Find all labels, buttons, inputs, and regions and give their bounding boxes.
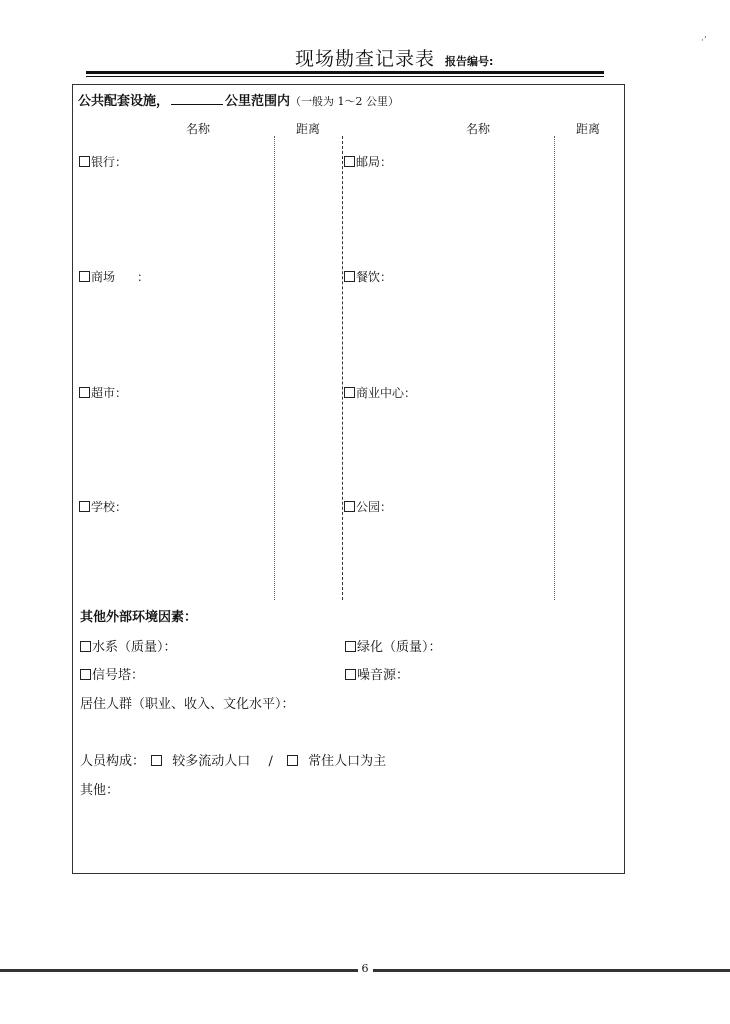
residents-label: 居住人群（职业、收入、文化水平）： [80,697,295,712]
composition-row [80,750,386,769]
post-office-label: 邮局： [356,155,393,169]
signal-tower-row [80,664,144,683]
composition-label: 人员构成： [80,754,146,769]
right-name-header: 名称 [466,122,491,136]
supermarket-checkbox[interactable] [79,387,90,398]
signal-tower-checkbox[interactable] [80,669,91,680]
bank-label: 银行： [91,155,128,169]
facility-park [344,498,392,515]
page-title: 现场勘查记录表 [294,48,435,70]
school-checkbox[interactable] [79,501,90,512]
noise-source-checkbox[interactable] [345,669,356,680]
greenery-label: 绿化（质量）： [357,640,442,655]
greenery-checkbox[interactable] [345,641,356,652]
left-name-header: 名称 [186,122,211,136]
center-column-divider [342,136,343,600]
mall-checkbox[interactable] [79,271,90,282]
water-checkbox[interactable] [80,641,91,652]
heading-prefix: 公共配套设施， [78,94,170,109]
permanent-population-label: 常住人口为主 [308,754,387,769]
mall-colon: ： [137,270,150,284]
bank-checkbox[interactable] [79,156,90,167]
business-center-label: 商业中心： [356,386,417,400]
floating-population-checkbox[interactable] [151,755,162,766]
facility-business-center [344,384,416,401]
noise-source-label: 噪音源： [357,668,410,683]
signal-tower-label: 信号塔： [92,668,145,683]
supermarket-label: 超市： [91,386,128,400]
dining-label: 餐饮： [356,270,393,284]
park-checkbox[interactable] [344,501,355,512]
report-number-label: 报告编号: [445,55,494,68]
facility-mall [79,268,149,285]
title-rule-thin [86,76,604,77]
external-environment-heading: 其他外部环境因素： [80,610,198,625]
title-rule-thick [86,71,604,74]
public-facilities-heading [78,90,399,109]
radius-blank-field[interactable] [171,92,223,105]
other-label: 其他： [80,783,120,798]
business-center-checkbox[interactable] [344,387,355,398]
heading-suffix: 公里范围内 [225,94,291,109]
page-number-text: 6 [358,962,373,975]
heading-note: （一般为 1～2 公里） [290,95,400,108]
right-distance-header: 距离 [576,122,601,136]
mall-label: 商场 [91,270,116,284]
permanent-population-checkbox[interactable] [287,755,298,766]
option-separator: / [268,754,273,769]
facility-post-office [344,153,392,170]
dining-checkbox[interactable] [344,271,355,282]
noise-source-row [345,664,409,683]
corner-mark: ·’ [701,36,707,46]
facility-school [79,498,127,515]
left-distance-header: 距离 [296,122,321,136]
right-column-divider [554,136,555,600]
park-label: 公园： [356,500,393,514]
school-label: 学校： [91,500,128,514]
facility-bank [79,153,127,170]
post-office-checkbox[interactable] [344,156,355,167]
facility-supermarket [79,384,127,401]
water-label: 水系（质量）： [92,640,177,655]
page-number [0,962,730,975]
left-column-divider [274,136,275,600]
facility-dining [344,268,392,285]
floating-population-label: 较多流动人口 [172,754,251,769]
greenery-row [345,636,442,655]
water-row [80,636,177,655]
